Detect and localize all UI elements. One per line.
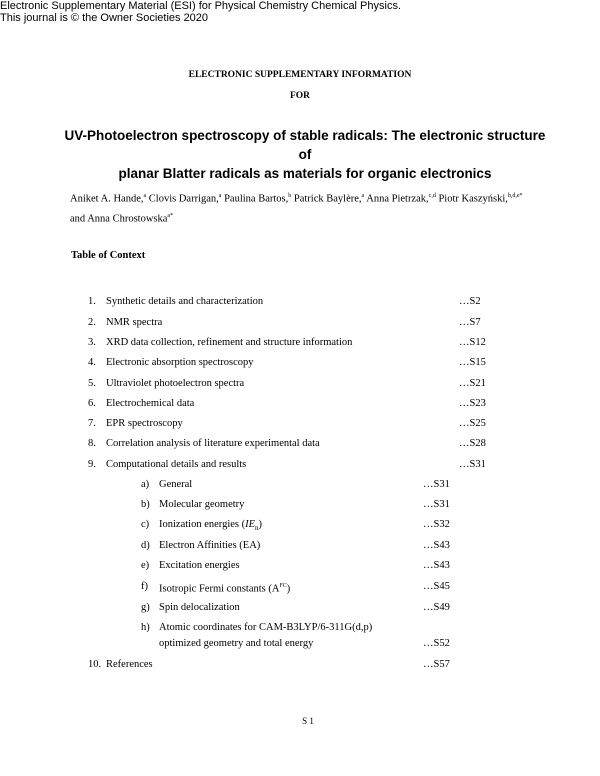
author-affiliation: a [143,193,147,199]
author-name: Paulina Bartos, [221,193,289,205]
paper-title-line1: UV-Photoelectron spectroscopy of stable radicals: The electronic structure of [64,128,546,162]
label-subscript: n [255,524,259,533]
author-affiliation: a* [167,212,174,219]
toc-item-page: …S25 [459,418,486,429]
label-end: ) [286,583,291,595]
toc-subitem-page: …S45 [423,581,450,592]
toc-item-page: …S2 [459,296,481,307]
toc-subitem-label: Excitation energies [159,560,240,571]
author-name: Aniket A. Hande, [70,193,144,205]
toc-subitem-label: Molecular geometry [159,499,245,510]
toc-item-page: …S28 [459,438,486,449]
toc-item-number: 7. [88,418,96,429]
toc-item-number: 2. [88,317,96,328]
toc-subitem-label-line2: optimized geometry and total energy [159,638,314,649]
author-name: Anna Pietrzak, [364,193,429,205]
toc-item-number: 3. [88,337,96,348]
toc-item-page: …S15 [459,357,486,368]
toc-item-label: Synthetic details and characterization [106,296,264,307]
author-affiliation: c,d [428,193,436,199]
label-text: Isotropic Fermi constants (A [159,583,280,595]
paper-title-line2: planar Blatter radicals as materials for organic electronics [118,166,492,181]
esi-heading: ELECTRONIC SUPPLEMENTARY INFORMATION [188,70,412,80]
toc-subitem[interactable] [141,621,471,651]
toc-item-page: …S57 [423,659,450,670]
toc-item-number: 1. [88,296,96,307]
toc-subitem-label [159,518,262,535]
author-list [70,188,540,227]
author-name: Clovis Darrigan, [146,193,219,205]
toc-subitem-letter: f) [141,581,148,592]
author-affiliation: b [288,193,292,199]
toc-subitem-letter: h) [141,622,150,633]
toc-subitem-page: …S43 [423,540,450,551]
toc-item-label: Correlation analysis of literature experimental data [106,438,320,449]
toc-subitem-letter: g) [141,602,150,613]
toc-item-label: Ultraviolet photoelectron spectra [106,378,245,389]
toc-item-page: …S23 [459,398,486,409]
author-name: Piotr Kaszyński, [435,193,508,205]
label-text: Ionization energies ( [159,519,246,530]
toc-item-number: 5. [88,378,96,389]
journal-header-line1: Electronic Supplementary Material (ESI) for Physical Chemistry Chemical Physics. [0,0,402,12]
toc-subitem-letter: d) [141,540,150,551]
toc-item-number: 9. [88,459,96,470]
toc-heading: Table of Context [71,250,146,261]
toc-item-page: …S21 [459,378,486,389]
toc-subitem-label: Spin delocalization [159,602,240,613]
toc-subitem-page: …S52 [423,638,450,649]
toc-item-label: EPR spectroscopy [106,418,183,429]
toc-item-page: …S31 [459,459,486,470]
toc-subitem-letter: e) [141,560,150,571]
toc-subitem-page: …S31 [423,499,450,510]
toc-subitem-label [159,580,290,596]
page-number: S 1 [302,716,314,726]
label-superscript: FC [279,583,287,589]
toc-subitem-letter: a) [141,479,150,490]
author-affiliation: a [361,193,365,199]
toc-item-label: Electronic absorption spectroscopy [106,357,254,368]
toc-subitem-letter: c) [141,519,150,530]
toc-item-number: 6. [88,398,96,409]
toc-item-label: References [106,659,153,670]
toc-subitem-label: Electron Affinities (EA) [159,540,261,551]
toc-subitem-label: Atomic coordinates for CAM-B3LYP/6-311G(d,p) [159,622,373,633]
toc-item-label: Computational details and results [106,459,247,470]
toc-subitem-label: General [159,479,193,490]
journal-header-line2: This journal is © the Owner Societies 2020 [0,12,209,24]
toc-subitem-page: …S49 [423,602,450,613]
toc-item-page: …S7 [459,317,481,328]
esi-for: FOR [289,91,311,101]
paper-title [60,126,550,183]
toc-subitem-letter: b) [141,499,150,510]
toc-item-number: 4. [88,357,96,368]
author-affiliation: a [218,193,222,199]
toc-item-label: Electrochemical data [106,398,195,409]
label-end: ) [258,519,263,530]
author-affiliation: b,d,e* [507,193,523,199]
journal-header [0,0,401,24]
author-name: Patrick Baylère, [291,193,362,205]
author-name: and Anna Chrostowska [70,213,168,224]
toc-item-page: …S12 [459,337,486,348]
toc-subitem-page: …S31 [423,479,450,490]
toc-subitem-page: …S43 [423,560,450,571]
toc-subitem-page: …S32 [423,519,450,530]
label-italic: IE [245,519,256,530]
toc-item-number: 8. [88,438,96,449]
toc-item-label: NMR spectra [106,317,163,328]
toc-item-number: 10. [88,659,102,670]
toc-item-label: XRD data collection, refinement and structure information [106,337,353,348]
